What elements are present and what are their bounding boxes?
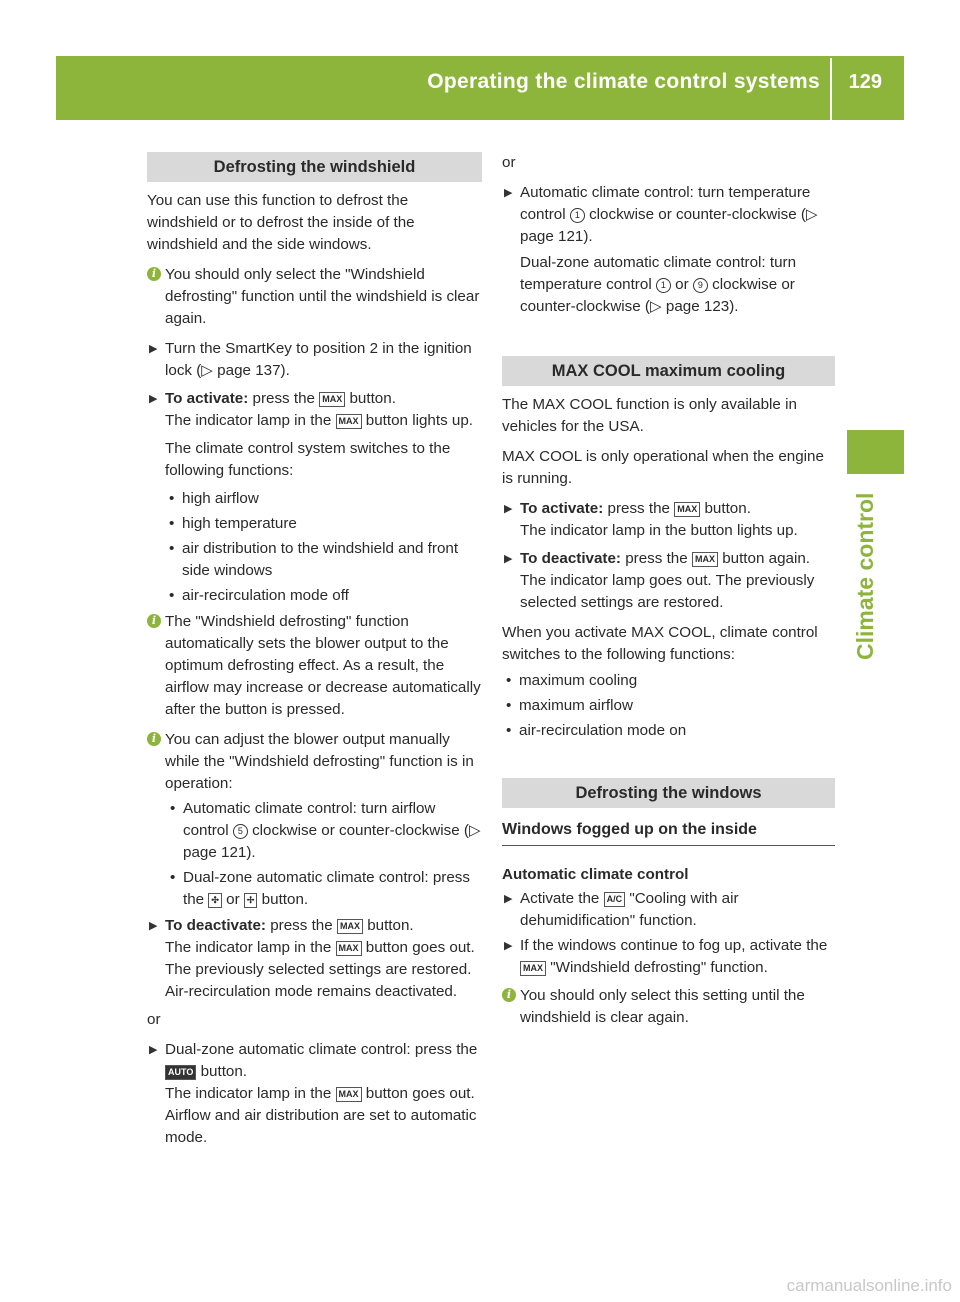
- intro-paragraph: You can use this function to defrost the windshield or to defrost the inside of the windshield and the side windows.: [147, 192, 415, 253]
- info-note: i You should only select the "Windshield defrosting" function until the windshield is clear again.: [147, 264, 482, 330]
- defrost-max-icon: MAX: [336, 414, 362, 429]
- step-activate: ▶ To activate: press the MAX button.: [147, 388, 482, 410]
- step-temperature: ▶ Automatic climate control: turn temperature control 1 clockwise or counter-clockwise (▷ page 121).: [504, 184, 818, 245]
- defrost-max-icon: MAX: [337, 919, 363, 934]
- defrost-max-icon: MAX: [319, 392, 345, 407]
- right-column: [502, 152, 835, 1029]
- list-item: • Dual-zone automatic climate control: press the ✣ or ✢ button.: [170, 869, 470, 908]
- or-text: or: [502, 154, 516, 171]
- control-5-icon: 5: [233, 824, 248, 839]
- step-deactivate: ▶ To deactivate: press the MAX button.: [147, 915, 482, 937]
- list-item: • high temperature: [169, 515, 297, 532]
- section-heading-max-cool: MAX COOL maximum cooling: [502, 356, 835, 386]
- info-note: i The "Windshield defrosting" function automatically sets the blower output to the optimum defrosting effect. As a result, the airflow may increase or decrease automatically after the button is pressed.: [147, 611, 482, 721]
- defrost-max-icon: MAX: [520, 961, 546, 976]
- control-9-icon: 9: [693, 278, 708, 293]
- step-smartkey: ▶ Turn the SmartKey to position 2 in the ignition lock (▷ page 137).: [149, 340, 472, 379]
- step-defrost: ▶ If the windows continue to fog up, activate the MAX "Windshield defrosting" function.: [504, 937, 828, 976]
- step-deactivate: ▶ To deactivate: press the MAX button again.: [502, 548, 835, 570]
- step-arrow-icon: ▶: [149, 1044, 158, 1056]
- control-1-icon: 1: [570, 208, 585, 223]
- step-arrow-icon: ▶: [504, 553, 513, 565]
- max-cool-icon: MAX: [674, 502, 700, 517]
- page-title: Operating the climate control systems: [427, 70, 820, 93]
- list-item: • high airflow: [169, 490, 259, 507]
- step-arrow-icon: ▶: [504, 893, 513, 905]
- defrost-max-icon: MAX: [336, 1087, 362, 1102]
- left-column: [147, 152, 482, 1149]
- header-divider: [830, 58, 832, 122]
- step-arrow-icon: ▶: [149, 920, 158, 932]
- info-icon: i: [502, 988, 516, 1002]
- fan-up-icon: ✣: [208, 893, 222, 908]
- step-result: The climate control system switches to the following functions:: [165, 440, 451, 479]
- step-auto: ▶ Dual-zone automatic climate control: press the AUTO button.: [149, 1041, 478, 1080]
- subsection-title: Automatic climate control: [502, 866, 689, 883]
- section-heading-defrost-windows: Defrosting the windows: [502, 778, 835, 808]
- step-result: The indicator lamp in the MAX button goes out. The previously selected settings are restored. Air-recirculation mode remains deactivated.: [165, 939, 475, 1000]
- list-item: • maximum airflow: [506, 697, 633, 714]
- max-cool-icon: MAX: [692, 552, 718, 567]
- fan-down-icon: ✢: [244, 893, 258, 908]
- step-arrow-icon: ▶: [504, 187, 513, 199]
- info-icon: i: [147, 732, 161, 746]
- defrost-max-icon: MAX: [336, 941, 362, 956]
- info-note: i You should only select this setting until the windshield is clear again.: [502, 985, 835, 1029]
- paragraph: MAX COOL is only operational when the engine is running.: [502, 448, 824, 487]
- chapter-tab: [847, 430, 904, 474]
- step-result: The indicator lamp goes out. The previously selected settings are restored.: [520, 572, 815, 611]
- subheading: Windows fogged up on the inside: [502, 818, 835, 846]
- info-icon: i: [147, 267, 161, 281]
- paragraph: When you activate MAX COOL, climate control switches to the following functions:: [502, 624, 818, 663]
- list-item: • maximum cooling: [506, 672, 638, 689]
- step-arrow-icon: ▶: [149, 343, 158, 355]
- section-heading-defrost-windshield: Defrosting the windshield: [147, 152, 482, 182]
- step-result: Dual-zone automatic climate control: turn temperature control 1 or 9 clockwise or counter-clockwise (▷ page 123).: [520, 254, 797, 315]
- step-activate: ▶ To activate: press the MAX button.: [502, 498, 835, 520]
- info-icon: i: [147, 614, 161, 628]
- header-bar: [56, 56, 904, 120]
- paragraph: The MAX COOL function is only available in vehicles for the USA.: [502, 396, 797, 435]
- step-result: The indicator lamp in the button lights up.: [520, 522, 798, 539]
- step-arrow-icon: ▶: [149, 393, 158, 405]
- watermark: carmanualsonline.info: [786, 1276, 952, 1295]
- step-arrow-icon: ▶: [504, 503, 513, 515]
- step-result: The indicator lamp in the MAX button lights up.: [165, 412, 474, 429]
- list-item: • air distribution to the windshield and front side windows: [169, 540, 459, 579]
- list-item: • air-recirculation mode off: [169, 587, 349, 604]
- auto-button-icon: AUTO: [165, 1065, 196, 1080]
- page-number: 129: [848, 71, 882, 93]
- control-1-icon: 1: [656, 278, 671, 293]
- info-note: i You can adjust the blower output manually while the "Windshield defrosting" function is in operation:: [147, 729, 482, 795]
- step-ac: ▶ Activate the A/C "Cooling with air dehumidification" function.: [504, 890, 739, 929]
- step-result: The indicator lamp in the MAX button goes out. Airflow and air distribution are set to automatic mode.: [165, 1085, 477, 1146]
- list-item: • air-recirculation mode on: [506, 722, 687, 739]
- or-text: or: [147, 1011, 161, 1028]
- chapter-label: Climate control: [852, 492, 878, 660]
- step-arrow-icon: ▶: [504, 940, 513, 952]
- list-item: • Automatic climate control: turn airflow control 5 clockwise or counter-clockwise (▷ page 121).: [170, 800, 481, 861]
- ac-icon: A/C: [604, 892, 626, 907]
